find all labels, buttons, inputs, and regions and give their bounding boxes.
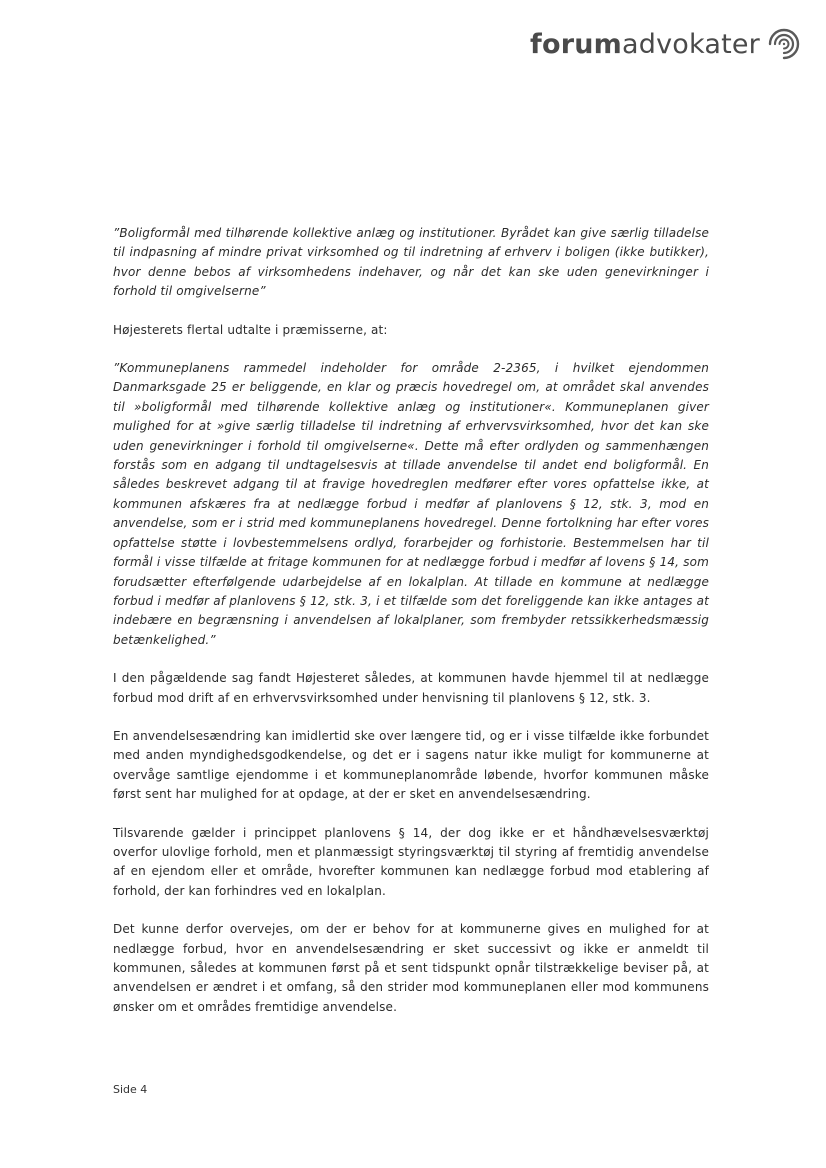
logo-wordmark-light: advokater — [622, 28, 760, 60]
logo-wordmark-bold: forum — [530, 28, 622, 60]
spiral-icon — [764, 24, 804, 64]
quote-boligformal: ”Boligformål med tilhørende kollektive anlæg og institutioner. Byrådet kan give særlig tilladelse til indpasning af mindre privat virksomhed og til indretning af erhverv i boligen (ikke butikker), hvor denne bebos af virksomhedens indehaver, og når det kan ske uden genevirkninger i forhold til omgivelserne” — [113, 226, 709, 299]
quote-hojesteret: ”Kommuneplanens rammedel indeholder for område 2-2365, i hvilket ejendommen Danmarksgade 25 er beliggende, en klar og præcis hovedregel om, at området skal anvendes til »boligformål med tilhørende kollektive anlæg og institutioner«. Kommuneplanen giver mulighed for at »give særlig tilladelse til indretning af erhvervsvirksomhed, hvor det kan ske uden genevirkninger i forhold til omgivelserne«. Dette må efter ordlyden og sammenhængen forstås som en adgang til undtagelsesvis at tillade anvendelse til andet end boligformål. En således beskrevet adgang til at fravige hovedreglen medfører efter vores opfattelse ikke, at kommunen afskæres fra at nedlægge forbud i medfør af planlovens § 12, stk. 3, mod en anvendelse, som er i strid med kommuneplanens hovedregel. Denne fortolkning har efter vores opfattelse støtte i lovbestemmelsens ordlyd, forarbejder og forhistorie. Bestemmelsen har til formål i visse tilfælde at fritage kommunen for at nedlægge forbud i medfør af lovens § 14, som forudsætter efterfølgende udarbejdelse af en lokalplan. At tillade en kommune at nedlægge forbud i medfør af planlovens § 12, stk. 3, i et tilfælde som det foreliggende kan ikke antages at indebære en begrænsning i anvendelsen af lokalplaner, som frembyder retssikkerhedsmæssig betænkelighed.” — [113, 361, 709, 647]
document-body — [113, 224, 709, 1017]
paragraph-planlov-14: Tilsvarende gælder i princippet planlovens § 14, der dog ikke er et håndhævelsesværktøj overfor ulovlige forhold, men et planmæssigt styringsværktøj til styring af fremtidig anvendelse af en ejendom eller et område, hvorefter kommunen kan nedlægge forbud mod etablering af forhold, der kan forhindres ved en lokalplan. — [113, 825, 709, 898]
paragraph-conclusion: I den pågældende sag fandt Højesteret således, at kommunen havde hjemmel til at nedlægge forbud mod drift af en erhvervsvirksomhed under henvisning til planlovens § 12, stk. 3. — [113, 671, 709, 705]
forumadvokater-logo — [530, 24, 804, 64]
logo-wordmark — [530, 28, 760, 60]
paragraph-overvejelse: Det kunne derfor overvejes, om der er behov for at kommunerne gives en mulighed for at nedlægge forbud, hvor en anvendelsesændring er sket successivt og ikke er anmeldt til kommunen, således at kommunen først på et sent tidspunkt opnår tilstrækkelige beviser på, at anvendelsen er ændret i et omfang, så den strider mod kommuneplanen eller mod kommunens ønsker om et områdes fremtidige anvendelse. — [113, 922, 709, 1014]
page-number: Side 4 — [113, 1083, 148, 1096]
paragraph-anvendelsesaendring: En anvendelsesændring kan imidlertid ske over længere tid, og er i visse tilfælde ikke forbundet med anden myndighedsgodkendelse, og det er i sagens natur ikke muligt for kommunerne at overvåge samtlige ejendomme i et kommuneplanområde løbende, hvorfor kommunen måske først sent har mulighed for at opdage, at der er sket en anvendelsesændring. — [113, 728, 709, 802]
paragraph-intro-premisser: Højesterets flertal udtalte i præmisserne, at: — [113, 322, 388, 337]
